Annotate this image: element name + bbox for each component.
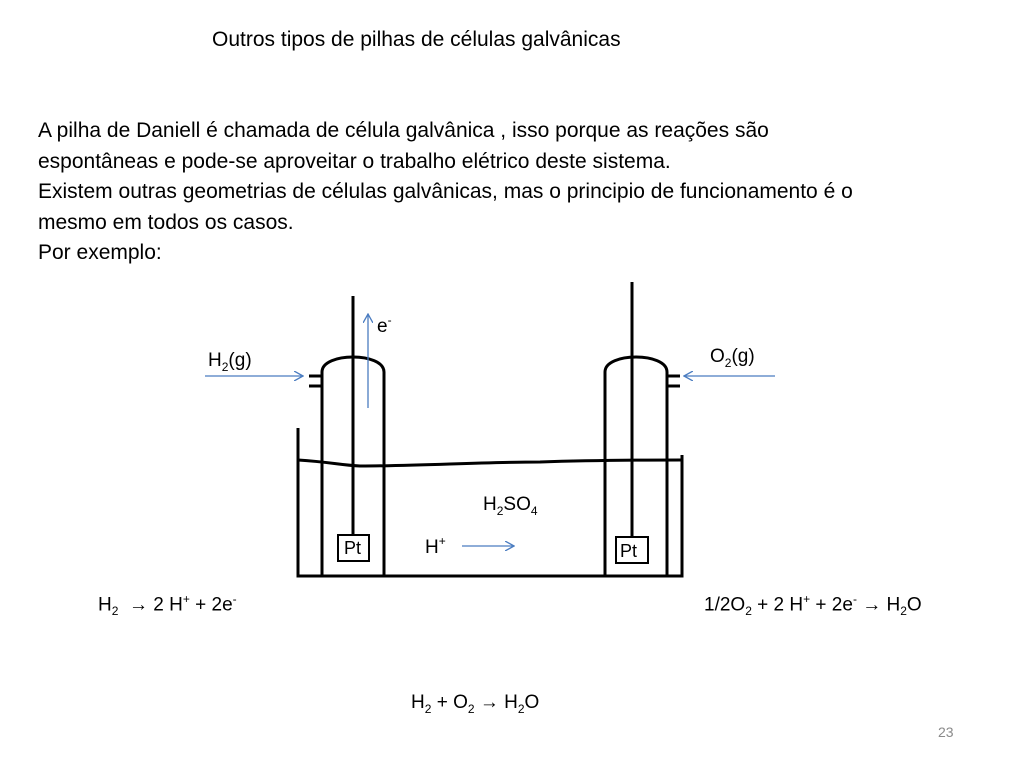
electron-label: e- (377, 313, 392, 337)
reaction-arrow-icon: → (862, 594, 882, 616)
left-pt-label: Pt (344, 538, 362, 558)
paragraph-line: Por exemplo: (38, 241, 162, 264)
paragraph-line: mesmo em todos os casos. (38, 210, 294, 234)
electrolyte-label: $H_2SO_4$ (483, 494, 538, 518)
liquid-surface (298, 460, 682, 466)
paragraph-line: A pilha de Daniell é chamada de célula galvânica , isso porque as reações são (38, 119, 769, 142)
o2-gas-label: $O_2(g)$ (710, 346, 755, 370)
page-number: 23 (938, 724, 954, 740)
proton-label: H+ (425, 534, 446, 558)
anode-equation: $H_2 \to 2$ H+ + 2e- (98, 592, 237, 619)
h2-gas-label: $H_2(g)$ (208, 350, 252, 374)
overall-equation: $H_2 + O_2 \to H_2O$ (411, 692, 540, 716)
slide-title: Outros tipos de pilhas de células galvânicas (212, 28, 621, 51)
right-pt-label: Pt (620, 541, 638, 561)
reaction-arrow-icon: → (128, 594, 148, 616)
right-electrode-tube (605, 282, 680, 576)
cathode-equation: $1/2O_2 + 2$ $H^+ + 2e^- \to H_2O$ (704, 592, 922, 619)
paragraph-line: espontâneas e pode-se aproveitar o trabalho elétrico deste sistema. (38, 149, 671, 173)
paragraph-line: Existem outras geometrias de células galvânicas, mas o principio de funcionamento é o (38, 180, 853, 203)
reaction-arrow-icon: → (479, 692, 499, 713)
